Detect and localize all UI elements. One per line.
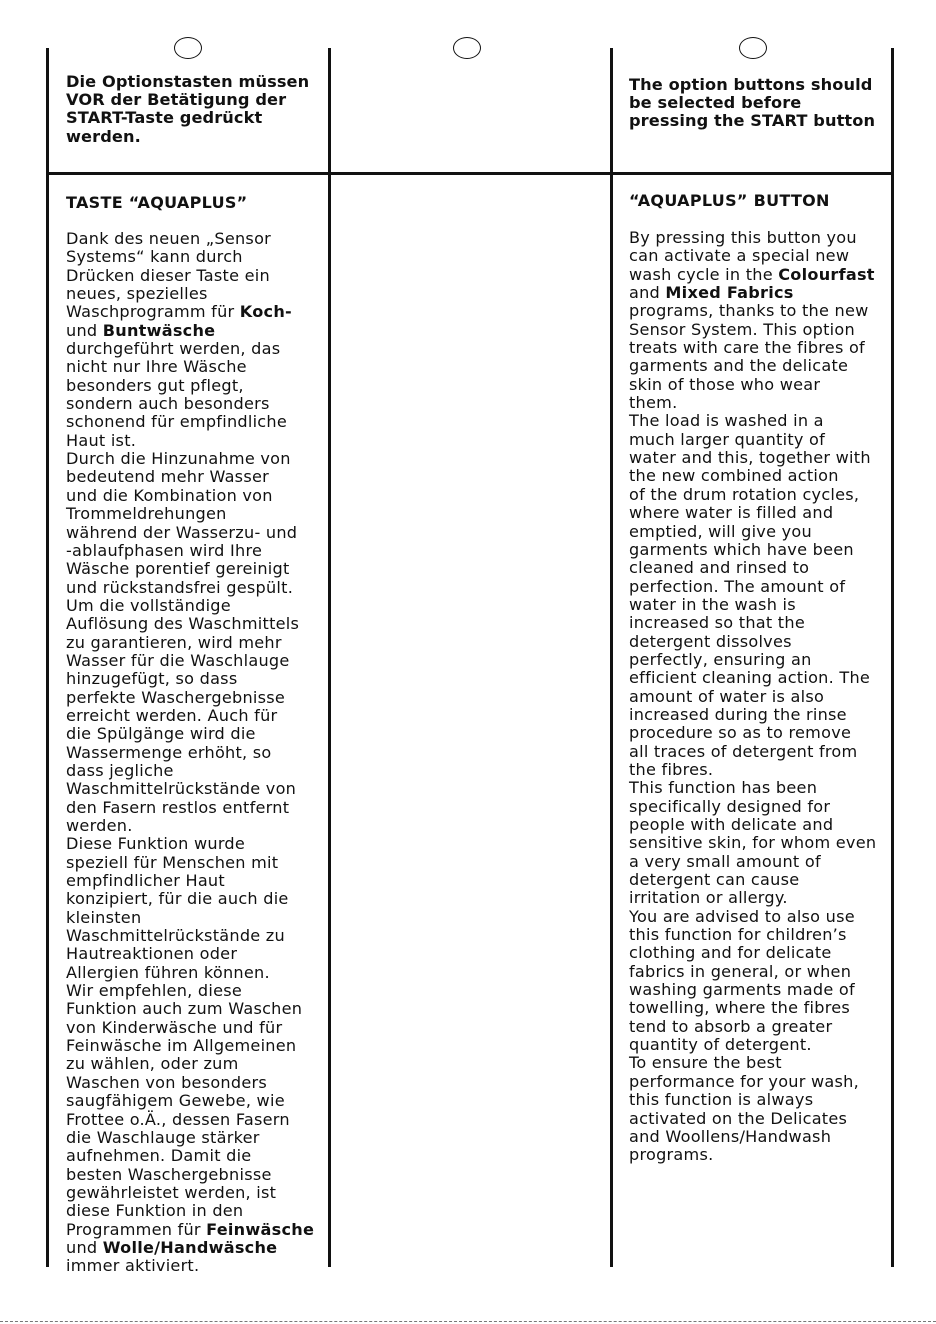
page-bottom-edge — [0, 1321, 936, 1322]
header-row-divider — [48, 172, 893, 175]
section-title-german: TASTE “AQUAPLUS” — [66, 193, 248, 212]
column-divider-middle-right — [610, 48, 613, 1267]
body-text-german: Dank des neuen „Sensor Systems“ kann durch Drücken dieser Taste ein neues, spezielles Waschprogramm für Koch- und Buntwäsche durchgeführt werden, das nicht nur Ihre Wäsche besonders gut pflegt, sondern auch besonders schonend für empfindliche Haut ist. Durch die Hinzunahme von bedeutend mehr Wasser und die Kombination von Trommeldrehungen während der Wasserzu- und -ablaufphasen wird Ihre Wäsche porentief gereinigt und rückstandsfrei gespült. Um die vollständige Auflösung des Waschmittels zu garantieren, wird mehr Wasser für die Waschlauge hinzugefügt, so dass perfekte Waschergebnisse erreicht werden. Auch für die Spülgänge wird die Wassermenge erhöht, so dass jegliche Waschmittelrückstände von den Fasern restlos entfernt werden. Diese Funktion wurde speziell für Menschen mit empfindlicher Haut konzipiert, für die auch die kleinsten Waschmittelrückstände zu Hautreaktionen oder Allergien führen können. Wir empfehlen, diese Funktion auch zum Waschen von Kinderwäsche und für Feinwäsche im Allgemeinen zu wählen, oder zum Waschen von besonders saugfähigem Gewebe, wie Frottee o.Ä., dessen Fasern die Waschlauge stärker aufnehmen. Damit die besten Waschergebnisse gewährleistet werden, ist diese Funktion in den Programmen für Feinwäsche und Wolle/Handwäsche immer aktiviert. — [66, 229, 315, 1276]
header-note-english: The option buttons should be selected before pressing the START button — [629, 75, 876, 131]
language-circle-icon-german — [174, 37, 202, 59]
language-circle-icon-english — [739, 37, 767, 59]
language-circle-icon-middle — [453, 37, 481, 59]
section-title-english: “AQUAPLUS” BUTTON — [629, 191, 830, 210]
body-text-english: By pressing this button you can activate a special new wash cycle in the Colourfast and Mixed Fabrics programs, thanks to the new Sensor System. This option treats with care the fibres of garments and the delicate skin of those who wear them. The load is washed in a much larger quantity of water and this, together with the new combined action of the drum rotation cycles, where water is filled and emptied, will give you garments which have been cleaned and rinsed to perfection. The amount of water in the wash is increased so that the detergent dissolves perfectly, ensuring an efficient cleaning action. The amount of water is also increased during the rinse procedure so as to remove all traces of detergent from the fibres. This function has been specifically designed for people with delicate and sensitive skin, for whom even a very small amount of detergent can cause irritation or allergy. You are advised to also use this function for children’s clothing and for delicate fabrics in general, or when washing garments made of towelling, where the fibres tend to absorb a greater quantity of detergent. To ensure the best performance for your wash, this function is always activated on the Delicates and Woollens/Handwash programs. — [629, 228, 877, 1165]
column-divider-middle-left — [328, 48, 331, 1267]
column-divider-left — [46, 48, 49, 1267]
column-divider-right — [891, 48, 894, 1267]
header-note-german: Die Optionstasten müssen VOR der Betätigung der START-Taste gedrückt werden. — [66, 72, 310, 146]
